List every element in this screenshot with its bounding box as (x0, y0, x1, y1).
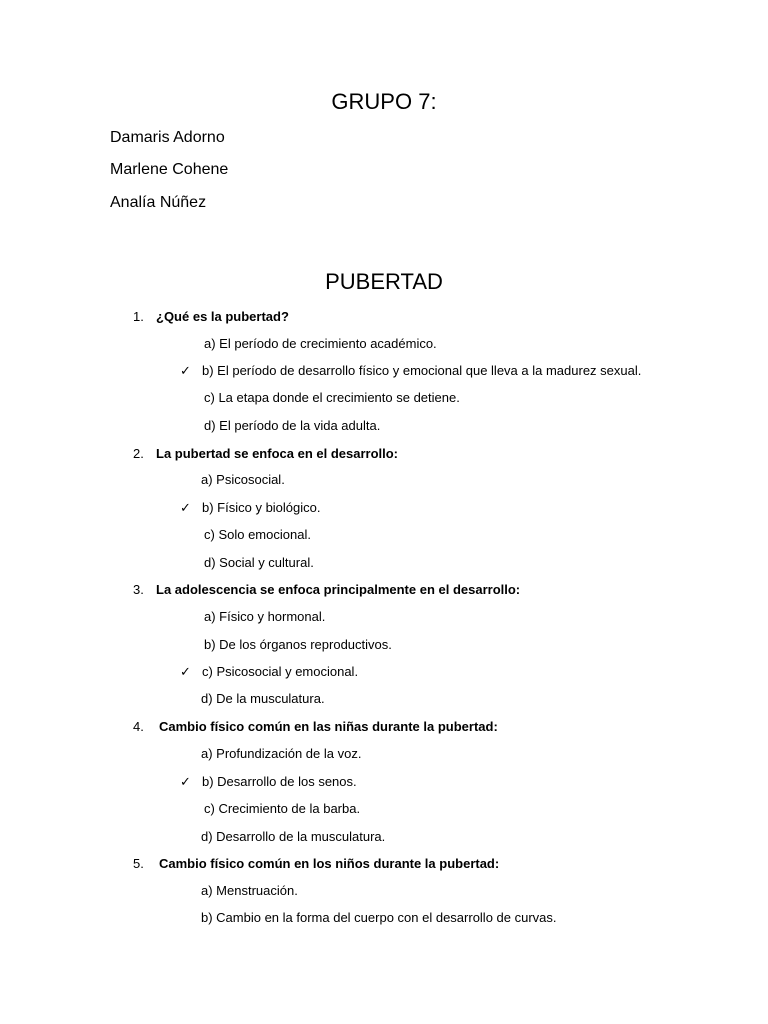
option-label: d) De la musculatura. (201, 691, 325, 706)
member-name: Marlene Cohene (110, 161, 229, 178)
option-label: c) La etapa donde el crecimiento se detiene. (204, 390, 460, 405)
group-title: GRUPO 7: (331, 89, 437, 114)
option-label: a) El período de crecimiento académico. (204, 336, 437, 351)
option-label: a) Profundización de la voz. (201, 746, 362, 761)
checkmark-icon: ✓ (180, 500, 191, 515)
option-label: b) El período de desarrollo físico y emocional que lleva a la madurez sexual. (202, 363, 642, 378)
option-label: b) Cambio en la forma del cuerpo con el desarrollo de curvas. (201, 910, 557, 925)
option-label: d) Social y cultural. (204, 555, 314, 570)
question-text: La adolescencia se enfoca principalmente en el desarrollo: (156, 582, 521, 597)
document-title: PUBERTAD (325, 269, 443, 294)
checkmark-icon: ✓ (180, 363, 191, 378)
question-number: 2. (133, 446, 144, 461)
question-number: 1. (133, 309, 144, 324)
question-text: Cambio físico común en los niños durante la pubertad: (159, 856, 500, 871)
member-name: Damaris Adorno (110, 129, 225, 146)
question-number: 5. (133, 856, 144, 871)
option-label: a) Psicosocial. (201, 472, 285, 487)
option-label: b) Físico y biológico. (202, 500, 321, 515)
option-label: a) Menstruación. (201, 883, 298, 898)
option-label: d) Desarrollo de la musculatura. (201, 829, 386, 844)
question-number: 4. (133, 719, 144, 734)
option-label: c) Solo emocional. (204, 527, 311, 542)
option-label: b) Desarrollo de los senos. (202, 774, 357, 789)
option-label: d) El período de la vida adulta. (204, 418, 381, 433)
option-label: c) Psicosocial y emocional. (202, 664, 359, 679)
member-name: Analía Núñez (110, 194, 207, 211)
checkmark-icon: ✓ (180, 774, 191, 789)
question-text: La pubertad se enfoca en el desarrollo: (156, 446, 399, 461)
option-label: c) Crecimiento de la barba. (204, 801, 361, 816)
checkmark-icon: ✓ (180, 664, 191, 679)
option-label: a) Físico y hormonal. (204, 609, 326, 624)
question-number: 3. (133, 582, 144, 597)
question-text: Cambio físico común en las niñas durante la pubertad: (159, 719, 498, 734)
question-text: ¿Qué es la pubertad? (156, 309, 289, 324)
option-label: b) De los órganos reproductivos. (204, 637, 392, 652)
